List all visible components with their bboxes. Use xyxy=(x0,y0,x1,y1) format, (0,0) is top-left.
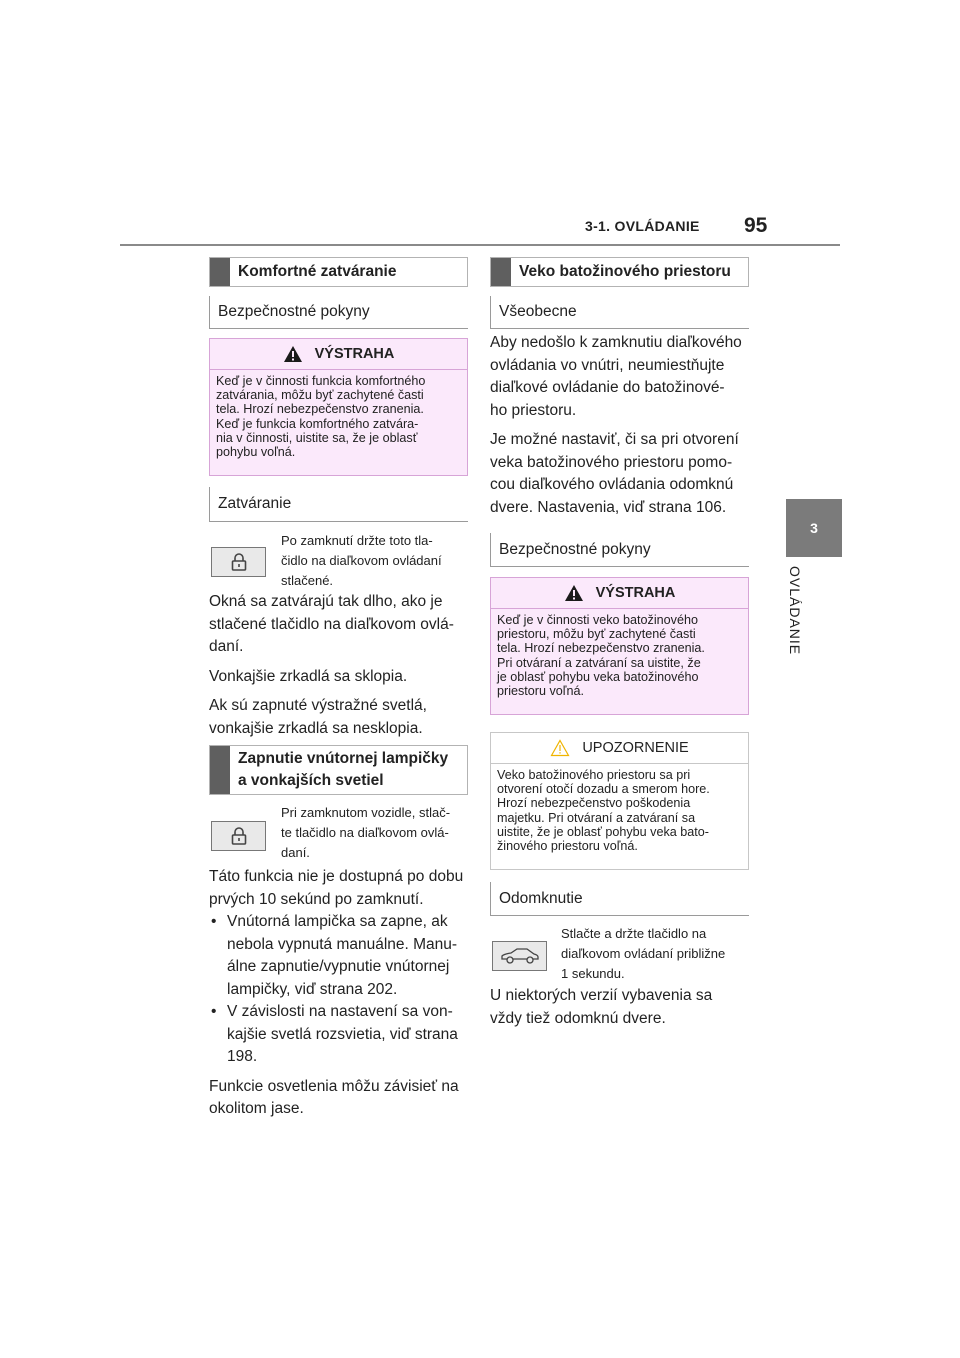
subheading-closing: Zatváranie xyxy=(209,487,468,522)
chapter-tab-label: OVLÁDANIE xyxy=(787,566,803,656)
warning-box-left xyxy=(209,338,468,476)
warning-triangle-icon xyxy=(283,345,303,363)
warning-title: VÝSTRAHA xyxy=(595,585,676,601)
lock-icon xyxy=(229,552,249,572)
lamp-bullet-list xyxy=(209,911,477,1069)
header-divider xyxy=(120,244,840,246)
list-item: • Vnútorná lampička sa zapne, ak nebola vypnutá manuálne. Manu- álne zapnutie/vypnutie vnútornej lampičky, viď strana 202. xyxy=(211,913,458,998)
lock-icon xyxy=(229,826,249,846)
warning-title: VÝSTRAHA xyxy=(314,346,395,362)
car-icon xyxy=(499,946,541,966)
warning-text: Keď je v činnosti veko batožinového priestoru, môžu byť zachytené časti tela. Hrozí nebezpečenstvo zranenia. Pri otváraní a zatváraní sa uistite, že je oblasť pohybu veka batožinového priestoru voľná. xyxy=(491,608,748,702)
lamp-text: Táto funkcia nie je dostupná po dobu prvých 10 sekúnd po zamknutí. • Vnútorná lampička sa zapne, ak nebola vypnutá manuálne. Manu- álne zapnutie/vypnutie vnútornej lampičky, viď strana 202. • V závislosti na nastavení sa von- kajšie svetlá rozsvietia, viď strana 198. Funkcie osvetlenia môžu závisieť na okolitom jase. xyxy=(209,866,477,1121)
chapter-tab[interactable]: 3 xyxy=(786,499,842,557)
notice-triangle-icon xyxy=(550,739,570,757)
subheading-general: Všeobecne xyxy=(490,296,749,329)
subheading-safety-right: Bezpečnostné pokyny xyxy=(490,533,749,567)
remote-lock-button-2 xyxy=(211,821,266,851)
warning-text: Keď je v činnosti funkcia komfortného zatvárania, môžu byť zachytené časti tela. Hrozí nebezpečenstvo zranenia. Keď je funkcia komfortného zatvára- nia v činnosti, uistite sa, že je oblasť pohybu voľná. xyxy=(210,369,467,463)
notice-text: Veko batožinového priestoru sa pri otvorení otočí dozadu a smerom hore. Hrozí nebezpečenstvo poškodenia majetku. Pri otváraní a zatváraní sa uistite, že je oblasť pohybu veka bato- žinového priestoru voľná. xyxy=(491,763,748,857)
warning-triangle-icon xyxy=(564,584,584,602)
general-text: Aby nedošlo k zamknutiu diaľkového ovládania vo vnútri, neumiestňujte diaľkové ovládanie do batožinové- ho priestoru. Je možné nastaviť, či sa pri otvorení veka batožinového priestoru pomo- cou diaľkového ovládania odomknú dvere. Nastavenia, viď strana 106. xyxy=(490,334,742,516)
notice-box xyxy=(490,732,749,870)
unlock-text: U niektorých verzií vybavenia sa vždy tiež odomknú dvere. xyxy=(490,987,713,1027)
heading-interior-lights: Zapnutie vnútornej lampičky a vonkajších svetiel xyxy=(209,745,468,795)
subheading-unlock: Odomknutie xyxy=(490,882,749,916)
heading-comfort-closing: Komfortné zatváranie xyxy=(209,257,468,287)
closing-text: Okná sa zatvárajú tak dlho, ako je stlačené tlačidlo na diaľkovom ovlá- daní. Vonkajšie zrkadlá sa sklopia. Ak sú zapnuté výstražné svetlá, vonkajšie zrkadlá sa nesklopia. xyxy=(209,593,454,737)
warning-box-right xyxy=(490,577,749,715)
notice-title: UPOZORNENIE xyxy=(582,740,689,756)
page-number: 95 xyxy=(744,214,768,237)
list-item: • V závislosti na nastavení sa von- kajšie svetlá rozsvietia, viď strana 198. xyxy=(211,1003,458,1065)
lamp-caption: Pri zamknutom vozidle, stlač- te tlačidlo na diaľkovom ovlá- daní. xyxy=(281,805,451,860)
heading-trunk-lid: Veko batožinového priestoru xyxy=(490,257,749,287)
unlock-caption: Stlačte a držte tlačidlo na diaľkovom ovládaní približne 1 sekundu. xyxy=(561,926,726,981)
remote-trunk-button xyxy=(492,941,547,971)
remote-lock-button xyxy=(211,547,266,577)
section-title: 3-1. OVLÁDANIE xyxy=(585,218,700,234)
subheading-safety-left: Bezpečnostné pokyny xyxy=(209,296,468,329)
closing-caption: Po zamknutí držte toto tla- čidlo na diaľkovom ovládaní stlačené. xyxy=(281,533,442,588)
